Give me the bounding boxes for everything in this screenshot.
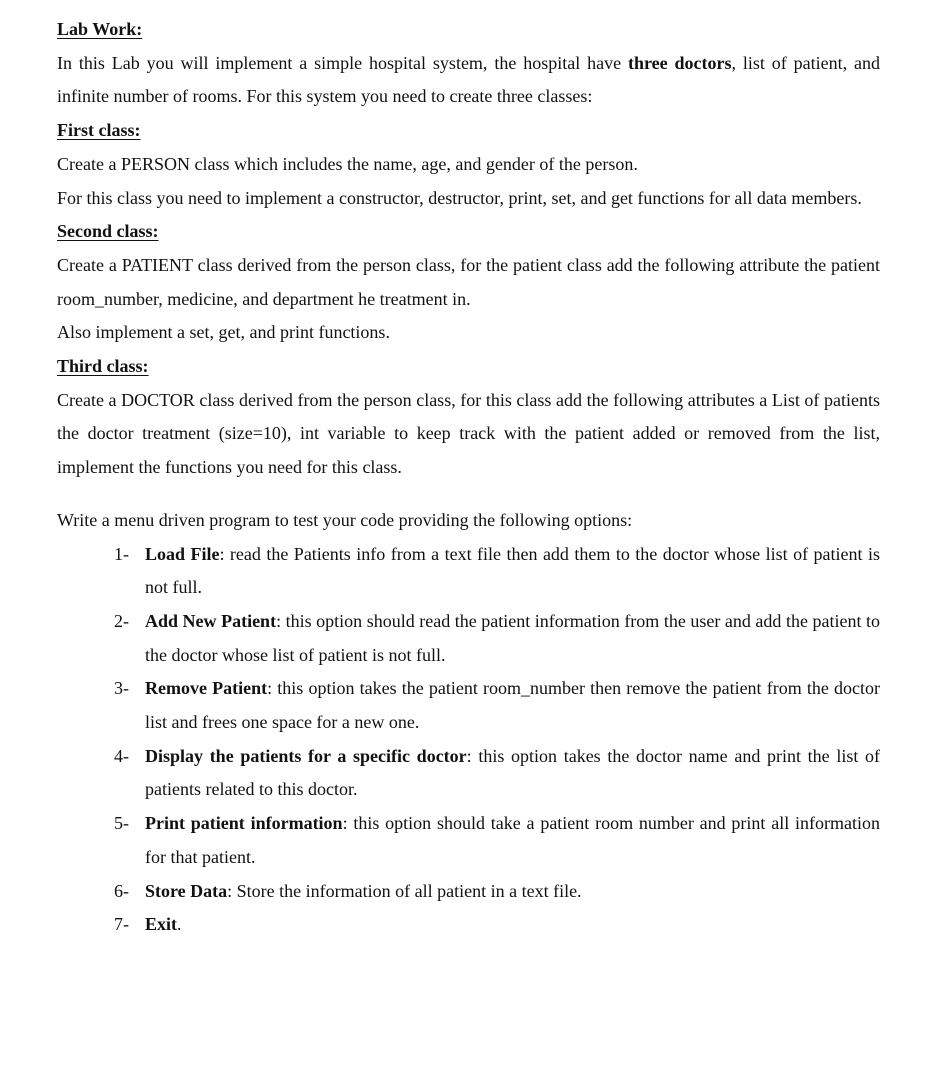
menu-option-display-patients	[57, 740, 880, 807]
intro-paragraph	[57, 47, 880, 114]
menu-options-list	[57, 538, 880, 942]
first-class-heading: First class:	[57, 120, 141, 141]
menu-option-print-patient	[57, 807, 880, 874]
menu-option-number: 1-	[114, 543, 129, 564]
menu-option-description: : Store the information of all patient in a text file.	[227, 880, 582, 901]
menu-option-title: Remove Patient	[145, 678, 268, 699]
menu-option-description: .	[177, 914, 182, 935]
menu-option-exit	[57, 908, 880, 942]
menu-option-title: Add New Patient	[145, 610, 277, 631]
second-class-paragraph-1: Create a PATIENT class derived from the person class, for the patient class add the following attribute the patient room_number, medicine, and department he treatment in.	[57, 254, 880, 309]
menu-option-description: : this option takes the patient room_number then remove the patient from the doctor list and frees one space for a new one.	[145, 678, 880, 733]
menu-option-title: Load File	[145, 543, 220, 564]
menu-option-store-data	[57, 875, 880, 909]
intro-text-post: , list of patient, and infinite number of rooms. For this system you need to create three classes:	[57, 52, 881, 107]
document-page	[57, 13, 880, 942]
menu-option-title: Store Data	[145, 880, 228, 901]
menu-option-description: : this option takes the doctor name and print the list of patients related to this doctor.	[145, 745, 880, 800]
intro-text-bold: three doctors	[627, 52, 732, 73]
intro-text-pre: In this Lab you will implement a simple hospital system, the hospital have	[57, 52, 628, 73]
menu-option-number: 3-	[114, 678, 129, 699]
menu-option-number: 6-	[114, 880, 129, 901]
menu-option-number: 7-	[114, 914, 129, 935]
menu-option-description: : read the Patients info from a text file then add them to the doctor whose list of patient is not full.	[145, 543, 880, 598]
first-class-paragraph-2: For this class you need to implement a constructor, destructor, print, set, and get functions for all data members.	[57, 187, 862, 208]
menu-intro: Write a menu driven program to test your code providing the following options:	[57, 509, 633, 530]
menu-option-number: 2-	[114, 610, 129, 631]
menu-option-description: : this option should take a patient room number and print all information for that patient.	[145, 813, 880, 867]
menu-option-add-patient	[57, 605, 880, 672]
third-class-heading: Third class:	[57, 356, 149, 377]
menu-option-title: Display the patients for a specific doctor	[145, 745, 467, 766]
third-class-paragraph-1: Create a DOCTOR class derived from the person class, for this class add the following attributes a List of patients the doctor treatment (size=10), int variable to keep track with the patient added or removed from the list, implement the functions you need for this class.	[57, 389, 880, 478]
document-title: Lab Work:	[57, 19, 143, 39]
first-class-paragraph-1: Create a PERSON class which includes the name, age, and gender of the person.	[57, 153, 638, 174]
second-class-paragraph-2: Also implement a set, get, and print functions.	[57, 322, 390, 343]
menu-option-description: : this option should read the patient information from the user and add the patient to the doctor whose list of patient is not full.	[145, 610, 880, 665]
menu-option-load-file	[57, 538, 880, 605]
menu-option-remove-patient	[57, 672, 880, 739]
second-class-heading: Second class:	[57, 221, 159, 242]
menu-option-number: 4-	[114, 745, 129, 766]
menu-option-number: 5-	[114, 813, 129, 834]
section-spacer	[57, 485, 880, 504]
menu-option-title: Exit	[145, 914, 178, 935]
menu-option-title: Print patient information	[145, 813, 343, 834]
